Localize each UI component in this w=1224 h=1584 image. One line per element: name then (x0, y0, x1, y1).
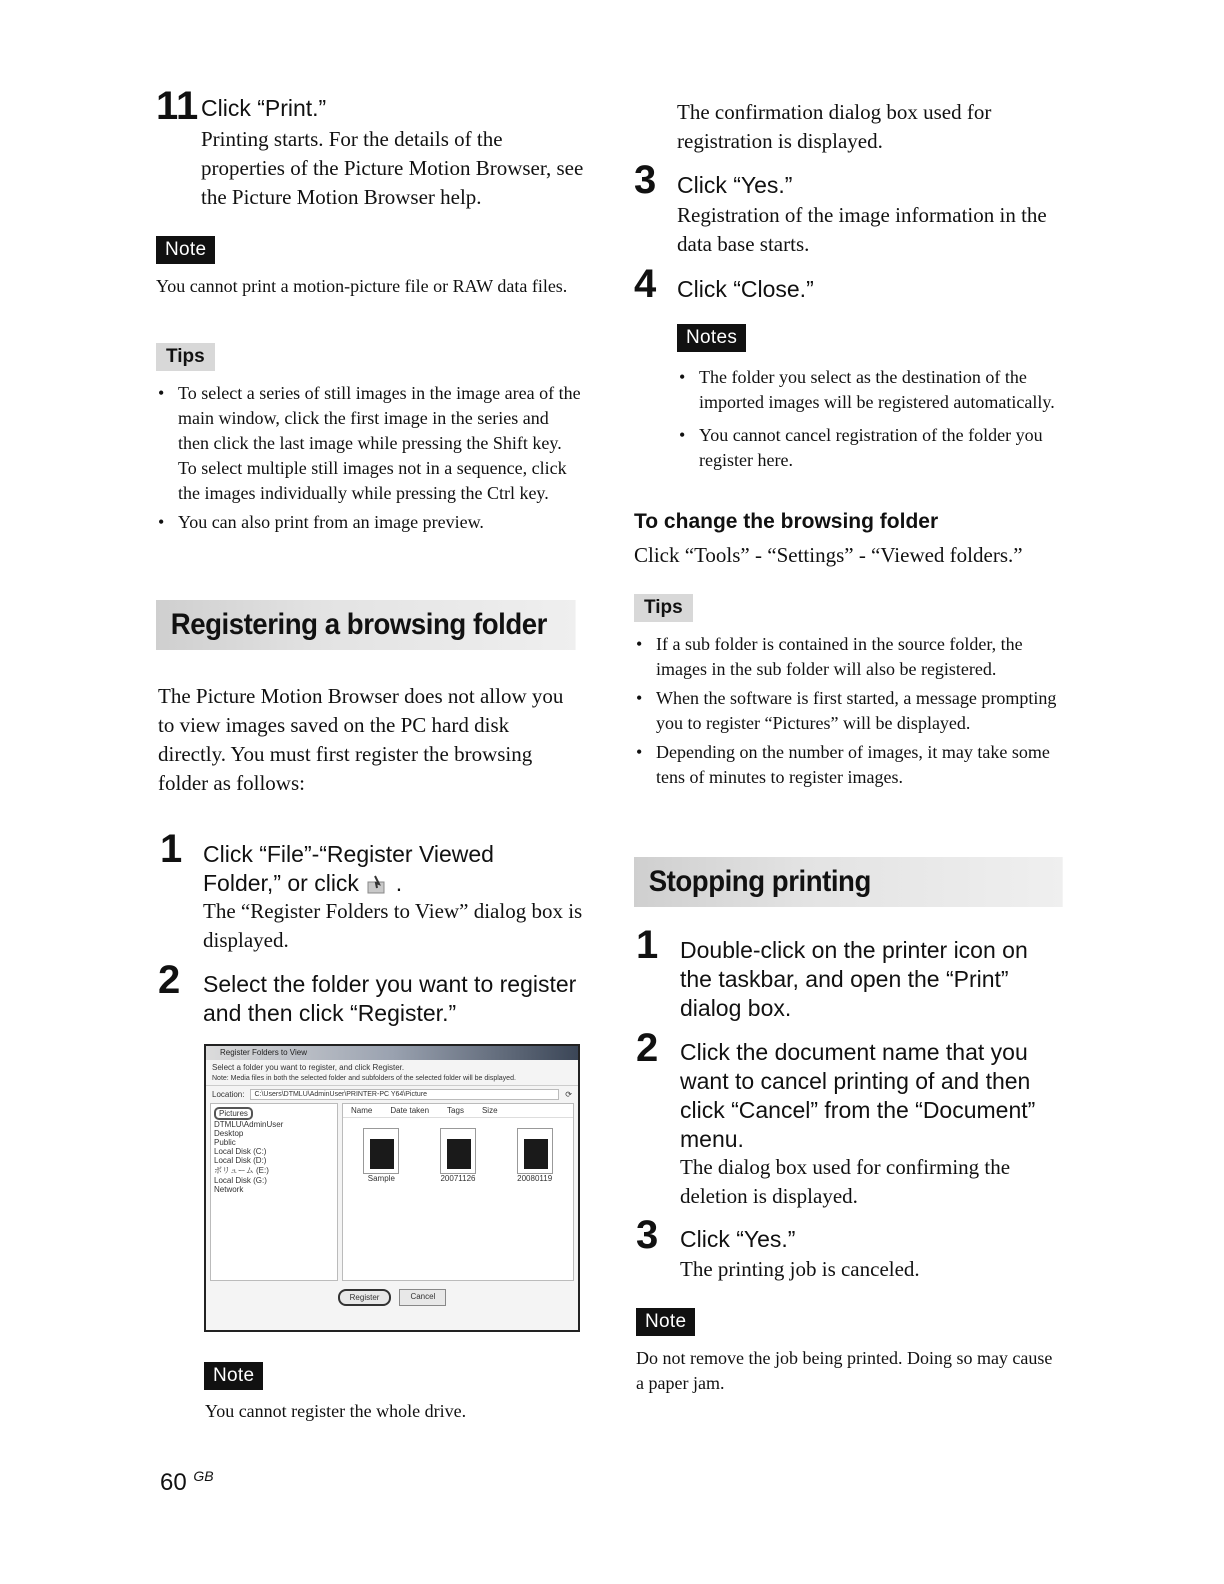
note-text: Do not remove the job being printed. Doing so may cause a paper jam. (636, 1348, 1053, 1393)
step-body: The “Register Folders to View” dialog box is displayed. (203, 899, 583, 952)
column-header[interactable]: Date taken (390, 1106, 430, 1115)
notes-list (677, 365, 1062, 477)
step-number: 3 (634, 158, 657, 202)
tips-item: • To select a series of still images in the image area of the main window, click the first image in the series and then click the last image while pressing the Shift key. To select multiple still images not in a sequence, click the images individually while pressing the Ctrl key. (156, 381, 584, 506)
notes-badge: Notes (677, 324, 746, 352)
step-body: The dialog box used for confirming the deletion is displayed. (680, 1155, 1011, 1208)
section-intro: The Picture Motion Browser does not allow you to view images saved on the PC hard disk directly. You must first register the browsing folder as follows: (158, 684, 564, 795)
tips-item: • When the software is first started, a message prompting you to register “Pictures” will be displayed. (634, 686, 1064, 736)
note-text: You cannot register the whole drive. (205, 1401, 467, 1421)
notes-item: • The folder you select as the destination of the imported images will be registered automatically. (677, 365, 1062, 415)
step-number: 1 (160, 827, 183, 871)
thumbnail-label: Sample (367, 1174, 395, 1183)
page-suffix: GB (193, 1468, 214, 1484)
step-title: Click the document name that you want to cancel printing of and then click “Cancel” from the “Document” menu. (680, 1039, 1036, 1152)
note-label (204, 1362, 263, 1390)
tips-list (156, 381, 584, 539)
step-title: Click “Yes.” (677, 172, 793, 198)
tree-item[interactable]: DTMLU\AdminUser (214, 1120, 284, 1129)
dialog-instruction: Select a folder you want to register, and click Register. (212, 1063, 405, 1072)
page-number-value: 60 (160, 1469, 187, 1496)
step-title-line: Click “File”-“Register Viewed (203, 841, 494, 867)
subheading-text: Click “Tools” - “Settings” - “Viewed folders.” (634, 543, 1023, 567)
step-title: Click “Yes.” (680, 1226, 796, 1252)
step-title-period: . (395, 870, 403, 896)
thumbnail[interactable] (517, 1128, 553, 1183)
cancel-button[interactable]: Cancel (399, 1289, 446, 1306)
tips-item: • If a sub folder is contained in the source folder, the images in the sub folder will also be registered. (634, 632, 1064, 682)
thumbnail[interactable] (363, 1128, 399, 1183)
register-folder-icon[interactable] (365, 874, 389, 896)
note-badge: Note (636, 1308, 695, 1336)
tips-badge: Tips (156, 343, 215, 371)
tips-label (634, 594, 693, 622)
register-button[interactable]: Register (338, 1289, 392, 1306)
notes-label (677, 324, 746, 352)
step-number: 2 (158, 958, 181, 1002)
page-number (160, 1468, 214, 1497)
tree-item[interactable]: Desktop (214, 1129, 244, 1138)
step-number: 4 (634, 262, 657, 306)
tips-badge: Tips (634, 594, 693, 622)
step-number: 1 (636, 923, 659, 967)
tree-item[interactable]: Local Disk (D:) (214, 1156, 267, 1165)
step-title-line: Folder,” or click (203, 870, 359, 896)
note-badge: Note (156, 236, 215, 264)
step-title: Select the folder you want to register and then click “Register.” (203, 971, 577, 1026)
notes-item: • You cannot cancel registration of the folder you register here. (677, 423, 1062, 473)
note-badge: Note (204, 1362, 263, 1390)
tips-item: • You can also print from an image preview. (156, 510, 584, 535)
thumbnail-label: 20071126 (440, 1174, 476, 1183)
step-body: The printing job is canceled. (680, 1257, 920, 1281)
thumbnail-label: 20080119 (517, 1174, 553, 1183)
nav-icon[interactable]: ⟳ (565, 1090, 572, 1099)
section-heading: Registering a browsing folder (156, 600, 576, 650)
section-heading: Stopping printing (634, 857, 1063, 907)
tips-label (156, 343, 215, 371)
file-pane (342, 1103, 574, 1281)
step-number: 2 (636, 1026, 659, 1070)
step-number: 3 (636, 1213, 659, 1257)
column-header[interactable]: Tags (447, 1106, 464, 1115)
step-title (203, 840, 593, 898)
tree-item[interactable]: ボリューム (E:) (214, 1166, 269, 1175)
tree-item-pictures[interactable]: Pictures (214, 1107, 253, 1120)
tree-item[interactable]: Network (214, 1185, 244, 1194)
continued-text: The confirmation dialog box used for registration is displayed. (677, 100, 992, 153)
folder-tree[interactable] (210, 1103, 338, 1281)
step-title: Click “Print.” (201, 95, 327, 121)
column-header[interactable]: Size (481, 1106, 498, 1115)
step-body: Printing starts. For the details of the properties of the Picture Motion Browser, see the Picture Motion Browser help. (201, 127, 584, 209)
location-label: Location: (212, 1090, 245, 1099)
step-title: Click “Close.” (677, 276, 814, 302)
column-headers (343, 1104, 573, 1118)
dialog-title: Register Folders to View (206, 1046, 578, 1060)
tree-item[interactable]: Public (214, 1138, 236, 1147)
step-title: Double-click on the printer icon on the taskbar, and open the “Print” dialog box. (680, 937, 1028, 1021)
tips-list (634, 632, 1064, 794)
note-text: You cannot print a motion-picture file or RAW data files. (156, 276, 568, 296)
dialog-note: Note: Media files in both the selected folder and subfolders of the selected folder will be displayed. (212, 1075, 516, 1082)
subheading: To change the browsing folder (634, 510, 939, 533)
location-field[interactable]: C:\Users\DTMLU\AdminUser\PRINTER-PC Y64\Picture (250, 1089, 559, 1100)
thumbnail[interactable] (440, 1128, 476, 1183)
step-number: 11 (156, 84, 199, 128)
column-header[interactable]: Name (351, 1106, 373, 1115)
note-label (636, 1308, 695, 1336)
tree-item[interactable]: Local Disk (C:) (214, 1147, 267, 1156)
tips-item: • Depending on the number of images, it may take some tens of minutes to register images. (634, 740, 1064, 790)
note-label (156, 236, 215, 264)
step-body: Registration of the image information in the data base starts. (677, 203, 1047, 256)
tree-item[interactable]: Local Disk (G:) (214, 1176, 267, 1185)
register-folders-dialog (204, 1044, 580, 1332)
